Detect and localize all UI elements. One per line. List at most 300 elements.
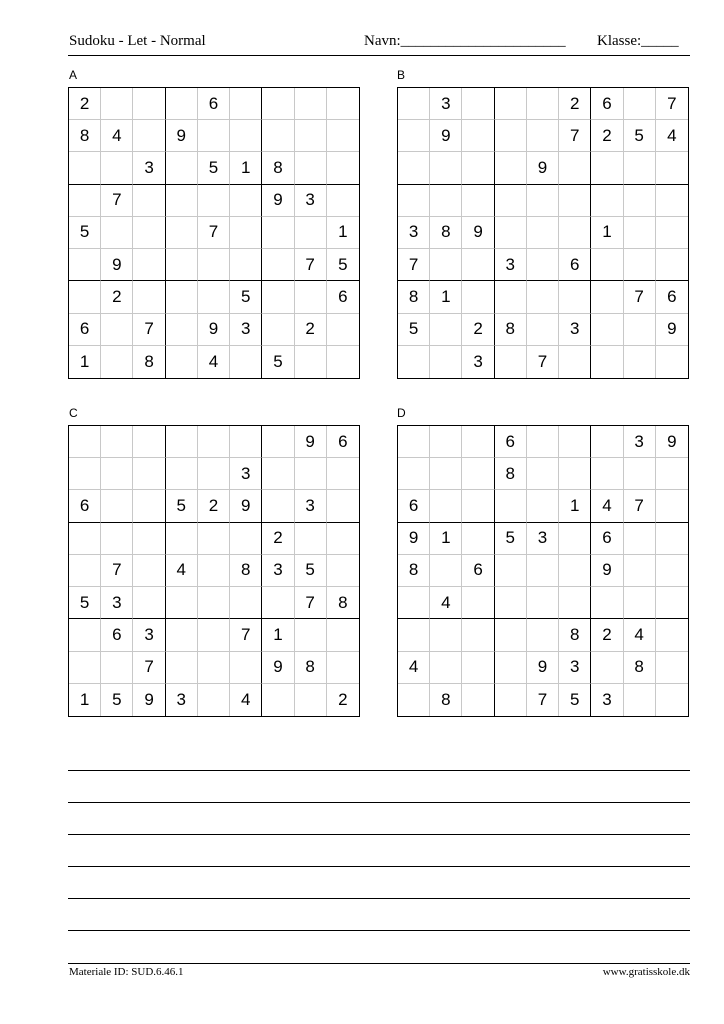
empty-cell[interactable] xyxy=(398,684,430,716)
given-digit-cell: 7 xyxy=(624,281,656,313)
empty-cell[interactable] xyxy=(198,555,230,587)
empty-cell[interactable] xyxy=(166,152,198,184)
empty-cell[interactable] xyxy=(559,426,591,458)
empty-cell[interactable] xyxy=(69,652,101,684)
empty-cell[interactable] xyxy=(198,652,230,684)
empty-cell[interactable] xyxy=(166,619,198,651)
empty-cell[interactable] xyxy=(166,652,198,684)
given-digit-cell: 1 xyxy=(262,619,294,651)
empty-cell[interactable] xyxy=(430,185,462,217)
empty-cell[interactable] xyxy=(527,458,559,490)
given-digit-cell: 8 xyxy=(327,587,359,619)
given-digit-cell: 2 xyxy=(559,88,591,120)
empty-cell[interactable] xyxy=(527,120,559,152)
empty-cell[interactable] xyxy=(624,458,656,490)
empty-cell[interactable] xyxy=(327,652,359,684)
given-digit-cell: 5 xyxy=(69,587,101,619)
given-digit-cell: 2 xyxy=(338,689,348,709)
empty-cell[interactable] xyxy=(166,346,198,378)
given-digit-cell: 4 xyxy=(656,120,688,152)
empty-cell[interactable] xyxy=(430,619,462,651)
empty-cell[interactable] xyxy=(230,426,262,458)
given-digit-cell: 7 xyxy=(295,249,327,281)
empty-cell[interactable] xyxy=(295,523,327,555)
empty-cell[interactable] xyxy=(462,426,494,458)
empty-cell[interactable] xyxy=(398,426,430,458)
empty-cell[interactable] xyxy=(591,426,623,458)
empty-cell[interactable] xyxy=(166,217,198,249)
empty-cell[interactable] xyxy=(198,619,230,651)
empty-cell[interactable] xyxy=(398,152,430,184)
empty-cell[interactable] xyxy=(462,281,494,313)
empty-cell[interactable] xyxy=(462,249,494,281)
given-digit-cell: 3 xyxy=(295,185,327,217)
given-digit-cell: 3 xyxy=(230,458,262,490)
empty-cell[interactable] xyxy=(527,249,559,281)
given-digit-cell: 9 xyxy=(101,249,133,281)
given-digit-cell: 5 xyxy=(166,490,198,522)
given-digit-cell: 9 xyxy=(398,523,430,555)
empty-cell[interactable] xyxy=(198,281,230,313)
empty-cell[interactable] xyxy=(69,523,101,555)
empty-cell[interactable] xyxy=(133,249,165,281)
empty-cell[interactable] xyxy=(230,217,262,249)
empty-cell[interactable] xyxy=(133,458,165,490)
empty-cell[interactable] xyxy=(198,587,230,619)
given-digit-cell: 9 xyxy=(591,555,623,587)
empty-cell[interactable] xyxy=(101,346,133,378)
empty-cell[interactable] xyxy=(430,346,462,378)
empty-cell[interactable] xyxy=(398,619,430,651)
empty-cell[interactable] xyxy=(624,249,656,281)
given-digit-cell: 4 xyxy=(430,587,462,619)
empty-cell[interactable] xyxy=(69,152,101,184)
given-digit-cell: 6 xyxy=(101,619,133,651)
given-digit-cell: 9 xyxy=(262,652,294,684)
given-digit-cell: 3 xyxy=(262,555,294,587)
empty-cell[interactable] xyxy=(591,281,623,313)
website-link[interactable]: www.gratisskole.dk xyxy=(602,966,690,978)
empty-cell[interactable] xyxy=(101,217,133,249)
given-digit-cell: 1 xyxy=(327,217,359,249)
given-digit-cell: 4 xyxy=(198,346,230,378)
given-digit-cell: 5 xyxy=(327,249,359,281)
given-digit-cell: 7 xyxy=(624,490,656,522)
empty-cell[interactable] xyxy=(559,217,591,249)
empty-cell[interactable] xyxy=(656,555,688,587)
empty-cell[interactable] xyxy=(559,523,591,555)
empty-cell[interactable] xyxy=(656,619,688,651)
empty-cell[interactable] xyxy=(462,523,494,555)
given-digit-cell: 9 xyxy=(462,217,494,249)
empty-cell[interactable] xyxy=(559,458,591,490)
empty-cell[interactable] xyxy=(398,120,430,152)
empty-cell[interactable] xyxy=(101,314,133,346)
given-digit-cell: 1 xyxy=(430,523,462,555)
empty-cell[interactable] xyxy=(295,346,327,378)
empty-cell[interactable] xyxy=(559,555,591,587)
empty-cell[interactable] xyxy=(527,555,559,587)
empty-cell[interactable] xyxy=(591,152,623,184)
empty-cell[interactable] xyxy=(166,281,198,313)
empty-cell[interactable] xyxy=(101,88,133,120)
writing-line xyxy=(68,834,690,835)
empty-cell[interactable] xyxy=(166,314,198,346)
empty-cell[interactable] xyxy=(295,684,327,716)
given-digit-cell: 3 xyxy=(559,314,591,346)
empty-cell[interactable] xyxy=(230,652,262,684)
empty-cell[interactable] xyxy=(166,249,198,281)
given-digit-cell: 3 xyxy=(101,587,133,619)
empty-cell[interactable] xyxy=(295,120,327,152)
empty-cell[interactable] xyxy=(527,185,559,217)
empty-cell[interactable] xyxy=(495,684,527,716)
empty-cell[interactable] xyxy=(230,523,262,555)
empty-cell[interactable] xyxy=(624,314,656,346)
empty-cell[interactable] xyxy=(262,458,294,490)
given-digit-cell: 7 xyxy=(295,587,327,619)
empty-cell[interactable] xyxy=(262,88,294,120)
given-digit-cell: 8 xyxy=(133,346,165,378)
given-digit-cell: 6 xyxy=(327,426,359,458)
empty-cell[interactable] xyxy=(198,458,230,490)
empty-cell[interactable] xyxy=(591,314,623,346)
empty-cell[interactable] xyxy=(69,281,101,313)
given-digit-cell: 5 xyxy=(295,555,327,587)
empty-cell[interactable] xyxy=(527,88,559,120)
given-digit-cell: 8 xyxy=(559,619,591,651)
empty-cell[interactable] xyxy=(166,88,198,120)
empty-cell[interactable] xyxy=(656,346,688,378)
given-digit-cell: 6 xyxy=(327,281,359,313)
sudoku-grid-d xyxy=(397,425,689,717)
given-digit-cell: 7 xyxy=(198,217,230,249)
empty-cell[interactable] xyxy=(462,587,494,619)
empty-cell[interactable] xyxy=(591,185,623,217)
given-digit-cell: 5 xyxy=(624,120,656,152)
empty-cell[interactable] xyxy=(656,523,688,555)
empty-cell[interactable] xyxy=(591,587,623,619)
empty-cell[interactable] xyxy=(495,281,527,313)
name-field[interactable]: Navn:______________________ xyxy=(364,33,566,49)
empty-cell[interactable] xyxy=(262,684,294,716)
given-digit-cell: 6 xyxy=(198,88,230,120)
material-id: Materiale ID: SUD.6.46.1 xyxy=(69,966,184,978)
empty-cell[interactable] xyxy=(101,426,133,458)
given-digit-cell: 3 xyxy=(295,490,327,522)
given-digit-cell: 6 xyxy=(591,523,623,555)
empty-cell[interactable] xyxy=(198,120,230,152)
empty-cell[interactable] xyxy=(430,652,462,684)
empty-cell[interactable] xyxy=(133,587,165,619)
empty-cell[interactable] xyxy=(198,185,230,217)
empty-cell[interactable] xyxy=(133,281,165,313)
given-digit-cell: 3 xyxy=(133,152,165,184)
empty-cell[interactable] xyxy=(430,314,462,346)
empty-cell[interactable] xyxy=(230,587,262,619)
empty-cell[interactable] xyxy=(624,88,656,120)
empty-cell[interactable] xyxy=(624,555,656,587)
empty-cell[interactable] xyxy=(198,684,230,716)
empty-cell[interactable] xyxy=(624,523,656,555)
empty-cell[interactable] xyxy=(656,217,688,249)
empty-cell[interactable] xyxy=(69,249,101,281)
empty-cell[interactable] xyxy=(656,684,688,716)
given-digit-cell: 6 xyxy=(495,426,527,458)
empty-cell[interactable] xyxy=(133,217,165,249)
given-digit-cell: 6 xyxy=(69,314,101,346)
given-digit-cell: 9 xyxy=(527,152,559,184)
empty-cell[interactable] xyxy=(166,523,198,555)
empty-cell[interactable] xyxy=(327,88,359,120)
empty-cell[interactable] xyxy=(624,346,656,378)
empty-cell[interactable] xyxy=(133,490,165,522)
given-digit-cell: 9 xyxy=(166,120,198,152)
empty-cell[interactable] xyxy=(133,185,165,217)
given-digit-cell: 8 xyxy=(624,652,656,684)
empty-cell[interactable] xyxy=(262,217,294,249)
empty-cell[interactable] xyxy=(527,426,559,458)
empty-cell[interactable] xyxy=(495,152,527,184)
given-digit-cell: 9 xyxy=(656,314,688,346)
empty-cell[interactable] xyxy=(430,426,462,458)
empty-cell[interactable] xyxy=(398,587,430,619)
empty-cell[interactable] xyxy=(327,619,359,651)
empty-cell[interactable] xyxy=(262,281,294,313)
empty-cell[interactable] xyxy=(495,120,527,152)
empty-cell[interactable] xyxy=(656,587,688,619)
empty-cell[interactable] xyxy=(166,185,198,217)
empty-cell[interactable] xyxy=(133,426,165,458)
empty-cell[interactable] xyxy=(133,523,165,555)
empty-cell[interactable] xyxy=(101,490,133,522)
given-digit-cell: 2 xyxy=(101,281,133,313)
class-field[interactable]: Klasse:_____ xyxy=(597,33,679,49)
empty-cell[interactable] xyxy=(495,490,527,522)
empty-cell[interactable] xyxy=(430,152,462,184)
empty-cell[interactable] xyxy=(462,684,494,716)
empty-cell[interactable] xyxy=(327,152,359,184)
empty-cell[interactable] xyxy=(656,185,688,217)
empty-cell[interactable] xyxy=(591,652,623,684)
puzzle-d-label: D xyxy=(397,406,406,420)
empty-cell[interactable] xyxy=(398,185,430,217)
empty-cell[interactable] xyxy=(230,88,262,120)
empty-cell[interactable] xyxy=(495,555,527,587)
given-digit-cell: 2 xyxy=(591,619,623,651)
writing-line xyxy=(68,770,690,771)
given-digit-cell: 3 xyxy=(495,249,527,281)
empty-cell[interactable] xyxy=(527,281,559,313)
empty-cell[interactable] xyxy=(559,152,591,184)
empty-cell[interactable] xyxy=(495,346,527,378)
given-digit-cell: 3 xyxy=(527,523,559,555)
writing-line xyxy=(68,802,690,803)
empty-cell[interactable] xyxy=(527,314,559,346)
empty-cell[interactable] xyxy=(398,346,430,378)
empty-cell[interactable] xyxy=(430,458,462,490)
empty-cell[interactable] xyxy=(462,88,494,120)
empty-cell[interactable] xyxy=(230,249,262,281)
empty-cell[interactable] xyxy=(166,426,198,458)
empty-cell[interactable] xyxy=(462,458,494,490)
empty-cell[interactable] xyxy=(656,652,688,684)
empty-cell[interactable] xyxy=(527,490,559,522)
empty-cell[interactable] xyxy=(69,555,101,587)
given-digit-cell: 4 xyxy=(230,684,262,716)
given-digit-cell: 2 xyxy=(198,490,230,522)
empty-cell[interactable] xyxy=(656,490,688,522)
empty-cell[interactable] xyxy=(69,185,101,217)
empty-cell[interactable] xyxy=(462,120,494,152)
sudoku-grid-c xyxy=(68,425,360,717)
empty-cell[interactable] xyxy=(101,152,133,184)
empty-cell[interactable] xyxy=(262,249,294,281)
writing-line xyxy=(68,930,690,931)
empty-cell[interactable] xyxy=(462,652,494,684)
empty-cell[interactable] xyxy=(69,619,101,651)
given-digit-cell: 2 xyxy=(262,523,294,555)
empty-cell[interactable] xyxy=(230,185,262,217)
empty-cell[interactable] xyxy=(101,523,133,555)
given-digit-cell: 5 xyxy=(495,523,527,555)
empty-cell[interactable] xyxy=(295,281,327,313)
given-digit-cell: 3 xyxy=(430,88,462,120)
given-digit-cell: 8 xyxy=(430,684,462,716)
given-digit-cell: 2 xyxy=(462,314,494,346)
empty-cell[interactable] xyxy=(230,120,262,152)
empty-cell[interactable] xyxy=(398,458,430,490)
given-digit-cell: 7 xyxy=(101,185,133,217)
writing-line xyxy=(68,898,690,899)
empty-cell[interactable] xyxy=(327,523,359,555)
empty-cell[interactable] xyxy=(462,185,494,217)
empty-cell[interactable] xyxy=(462,152,494,184)
empty-cell[interactable] xyxy=(262,490,294,522)
empty-cell[interactable] xyxy=(198,523,230,555)
empty-cell[interactable] xyxy=(527,587,559,619)
given-digit-cell: 9 xyxy=(656,426,688,458)
empty-cell[interactable] xyxy=(624,684,656,716)
empty-cell[interactable] xyxy=(198,426,230,458)
empty-cell[interactable] xyxy=(262,426,294,458)
empty-cell[interactable] xyxy=(166,458,198,490)
empty-cell[interactable] xyxy=(295,458,327,490)
empty-cell[interactable] xyxy=(656,458,688,490)
given-digit-cell: 7 xyxy=(101,555,133,587)
given-digit-cell: 7 xyxy=(527,346,559,378)
empty-cell[interactable] xyxy=(295,619,327,651)
given-digit-cell: 5 xyxy=(198,152,230,184)
given-digit-cell: 4 xyxy=(624,619,656,651)
empty-cell[interactable] xyxy=(327,458,359,490)
empty-cell[interactable] xyxy=(101,458,133,490)
empty-cell[interactable] xyxy=(262,120,294,152)
empty-cell[interactable] xyxy=(133,555,165,587)
given-digit-cell: 7 xyxy=(133,652,165,684)
empty-cell[interactable] xyxy=(295,152,327,184)
given-digit-cell: 8 xyxy=(430,217,462,249)
given-digit-cell: 9 xyxy=(133,684,165,716)
empty-cell[interactable] xyxy=(295,88,327,120)
given-digit-cell: 4 xyxy=(591,490,623,522)
empty-cell[interactable] xyxy=(591,458,623,490)
empty-cell[interactable] xyxy=(559,281,591,313)
empty-cell[interactable] xyxy=(527,217,559,249)
empty-cell[interactable] xyxy=(133,88,165,120)
empty-cell[interactable] xyxy=(591,249,623,281)
empty-cell[interactable] xyxy=(327,555,359,587)
empty-cell[interactable] xyxy=(527,619,559,651)
empty-cell[interactable] xyxy=(559,587,591,619)
empty-cell[interactable] xyxy=(398,88,430,120)
empty-cell[interactable] xyxy=(69,458,101,490)
empty-cell[interactable] xyxy=(495,88,527,120)
puzzle-a-label: A xyxy=(69,68,78,82)
empty-cell[interactable] xyxy=(327,346,359,378)
given-digit-cell: 3 xyxy=(398,217,430,249)
empty-cell[interactable] xyxy=(462,619,494,651)
empty-cell[interactable] xyxy=(495,652,527,684)
empty-cell[interactable] xyxy=(624,587,656,619)
sudoku-grid-a xyxy=(68,87,360,379)
empty-cell[interactable] xyxy=(230,346,262,378)
empty-cell[interactable] xyxy=(624,217,656,249)
empty-cell[interactable] xyxy=(430,249,462,281)
empty-cell[interactable] xyxy=(591,346,623,378)
empty-cell[interactable] xyxy=(295,217,327,249)
empty-cell[interactable] xyxy=(559,346,591,378)
given-digit-cell: 9 xyxy=(262,185,294,217)
empty-cell[interactable] xyxy=(101,652,133,684)
given-digit-cell: 1 xyxy=(69,346,101,378)
empty-cell[interactable] xyxy=(198,249,230,281)
empty-cell[interactable] xyxy=(462,490,494,522)
empty-cell[interactable] xyxy=(495,619,527,651)
given-digit-cell: 5 xyxy=(398,314,430,346)
empty-cell[interactable] xyxy=(656,249,688,281)
empty-cell[interactable] xyxy=(495,185,527,217)
empty-cell[interactable] xyxy=(166,587,198,619)
empty-cell[interactable] xyxy=(624,152,656,184)
empty-cell[interactable] xyxy=(262,587,294,619)
given-digit-cell: 3 xyxy=(591,684,623,716)
empty-cell[interactable] xyxy=(430,490,462,522)
given-digit-cell: 8 xyxy=(230,555,262,587)
given-digit-cell: 6 xyxy=(69,490,101,522)
empty-cell[interactable] xyxy=(69,426,101,458)
empty-cell[interactable] xyxy=(133,120,165,152)
given-digit-cell: 6 xyxy=(559,249,591,281)
empty-cell[interactable] xyxy=(327,185,359,217)
empty-cell[interactable] xyxy=(495,587,527,619)
empty-cell[interactable] xyxy=(327,314,359,346)
empty-cell[interactable] xyxy=(624,185,656,217)
given-digit-cell: 5 xyxy=(559,684,591,716)
given-digit-cell: 9 xyxy=(527,652,559,684)
given-digit-cell: 6 xyxy=(462,555,494,587)
writing-line xyxy=(68,866,690,867)
empty-cell[interactable] xyxy=(495,217,527,249)
empty-cell[interactable] xyxy=(327,120,359,152)
empty-cell[interactable] xyxy=(430,555,462,587)
given-digit-cell: 5 xyxy=(230,281,262,313)
empty-cell[interactable] xyxy=(262,314,294,346)
empty-cell[interactable] xyxy=(656,152,688,184)
given-digit-cell: 9 xyxy=(430,120,462,152)
empty-cell[interactable] xyxy=(559,185,591,217)
empty-cell[interactable] xyxy=(327,490,359,522)
